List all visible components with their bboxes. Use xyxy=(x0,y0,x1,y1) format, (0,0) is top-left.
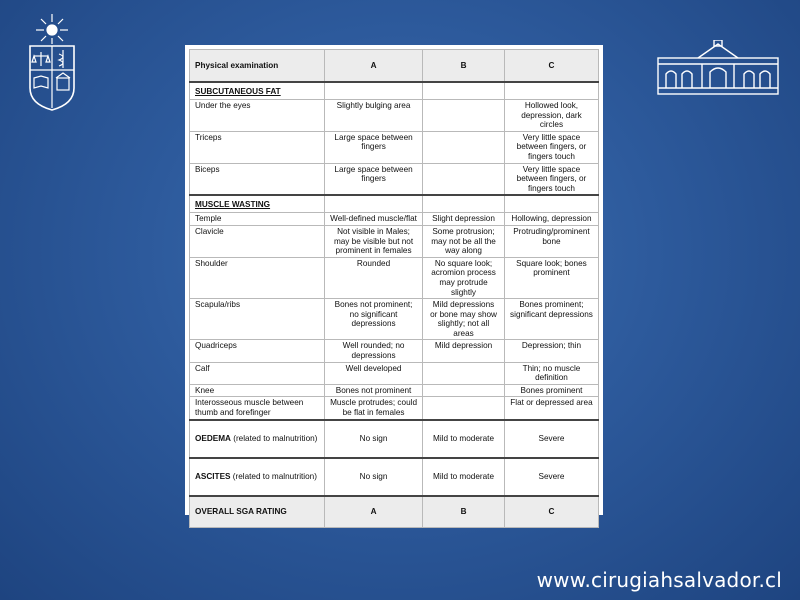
ascites-row xyxy=(190,458,599,496)
table-cell xyxy=(324,82,422,100)
cell-a: Well rounded; no depressions xyxy=(324,340,422,362)
oedema-row xyxy=(190,420,599,458)
cell-b xyxy=(423,362,505,384)
table-cell xyxy=(324,195,422,213)
cell-a: Bones not prominent xyxy=(324,384,422,397)
cell-c: Very little space between fingers, or fingers touch xyxy=(504,163,598,195)
cell-b xyxy=(423,397,505,420)
cell-b: Mild to moderate xyxy=(423,420,505,458)
row-label: Knee xyxy=(190,384,325,397)
row-label: Scapula/ribs xyxy=(190,299,325,340)
cell-b xyxy=(423,131,505,163)
cell-b: Mild depression xyxy=(423,340,505,362)
row-label: Clavicle xyxy=(190,225,325,257)
cell-c: Severe xyxy=(504,420,598,458)
cell-c: Flat or depressed area xyxy=(504,397,598,420)
section-title-cell xyxy=(190,195,325,213)
cell-b xyxy=(423,100,505,132)
table-row xyxy=(190,100,599,132)
cell-a: Well developed xyxy=(324,362,422,384)
table-row xyxy=(190,384,599,397)
cell-c: Severe xyxy=(504,458,598,496)
cell-a: Not visible in Males; may be visible but not prominent in females xyxy=(324,225,422,257)
cell-b: No square look; acromion process may protrude slightly xyxy=(423,257,505,298)
row-label xyxy=(190,420,325,458)
header-cell: B xyxy=(423,50,505,83)
footer-url[interactable]: www.cirugiahsalvador.cl xyxy=(536,568,782,592)
section-title: MUSCLE WASTING xyxy=(195,200,271,210)
cell-c: C xyxy=(504,496,598,528)
cell-b: Mild to moderate xyxy=(423,458,505,496)
cell-a: No sign xyxy=(324,458,422,496)
header-cell: Physical examination xyxy=(190,50,325,83)
row-label: Quadriceps xyxy=(190,340,325,362)
header-cell: A xyxy=(324,50,422,83)
cell-c: Square look; bones prominent xyxy=(504,257,598,298)
row-label: Triceps xyxy=(190,131,325,163)
label-rest: (related to malnutrition) xyxy=(230,471,317,481)
cell-c: Protruding/prominent bone xyxy=(504,225,598,257)
cell-c: Depression; thin xyxy=(504,340,598,362)
cell-c: Bones prominent xyxy=(504,384,598,397)
cell-b: Slight depression xyxy=(423,213,505,226)
hospital-building-icon xyxy=(654,40,782,98)
row-label: Under the eyes xyxy=(190,100,325,132)
cell-a: Muscle protrudes; could be flat in females xyxy=(324,397,422,420)
cell-b xyxy=(423,163,505,195)
cell-a: Rounded xyxy=(324,257,422,298)
cell-a: No sign xyxy=(324,420,422,458)
sga-table xyxy=(189,49,599,528)
cell-a: Bones not prominent; no significant depressions xyxy=(324,299,422,340)
header-cell: C xyxy=(504,50,598,83)
label-bold: OEDEMA xyxy=(195,433,231,443)
table-row xyxy=(190,225,599,257)
cell-c: Bones prominent; significant depressions xyxy=(504,299,598,340)
cell-a: Large space between fingers xyxy=(324,163,422,195)
table-cell xyxy=(504,195,598,213)
cell-c: Hollowing, depression xyxy=(504,213,598,226)
row-label xyxy=(190,458,325,496)
cell-c: Very little space between fingers, or fingers touch xyxy=(504,131,598,163)
row-label: Shoulder xyxy=(190,257,325,298)
table-header-row xyxy=(190,50,599,83)
table-row xyxy=(190,299,599,340)
overall-row xyxy=(190,496,599,528)
cell-b: Some protrusion; may not be all the way along xyxy=(423,225,505,257)
table-row xyxy=(190,257,599,298)
row-label: Biceps xyxy=(190,163,325,195)
cell-c: Hollowed look, depression, dark circles xyxy=(504,100,598,132)
section-row xyxy=(190,82,599,100)
table-cell xyxy=(423,195,505,213)
section-title: SUBCUTANEOUS FAT xyxy=(195,87,281,96)
cell-c: Thin; no muscle definition xyxy=(504,362,598,384)
table-row xyxy=(190,213,599,226)
table-cell xyxy=(504,82,598,100)
table-row xyxy=(190,131,599,163)
university-crest-icon xyxy=(24,12,80,112)
table-row xyxy=(190,397,599,420)
table-row xyxy=(190,362,599,384)
row-label: Calf xyxy=(190,362,325,384)
row-label: Interosseous muscle between thumb and forefinger xyxy=(190,397,325,420)
table-row xyxy=(190,340,599,362)
table-cell xyxy=(423,82,505,100)
row-label: Temple xyxy=(190,213,325,226)
table-row xyxy=(190,163,599,195)
row-label: OVERALL SGA RATING xyxy=(190,496,325,528)
cell-a: Large space between fingers xyxy=(324,131,422,163)
sga-table-panel xyxy=(185,45,603,515)
label-bold: ASCITES xyxy=(195,471,231,481)
section-title-cell xyxy=(190,82,325,100)
label-rest: (related to malnutrition) xyxy=(230,433,318,443)
cell-a: Slightly bulging area xyxy=(324,100,422,132)
cell-b xyxy=(423,384,505,397)
cell-b: Mild depressions or bone may show slightly; not all areas xyxy=(423,299,505,340)
cell-a: Well-defined muscle/flat xyxy=(324,213,422,226)
section-row xyxy=(190,195,599,213)
cell-a: A xyxy=(324,496,422,528)
cell-b: B xyxy=(423,496,505,528)
